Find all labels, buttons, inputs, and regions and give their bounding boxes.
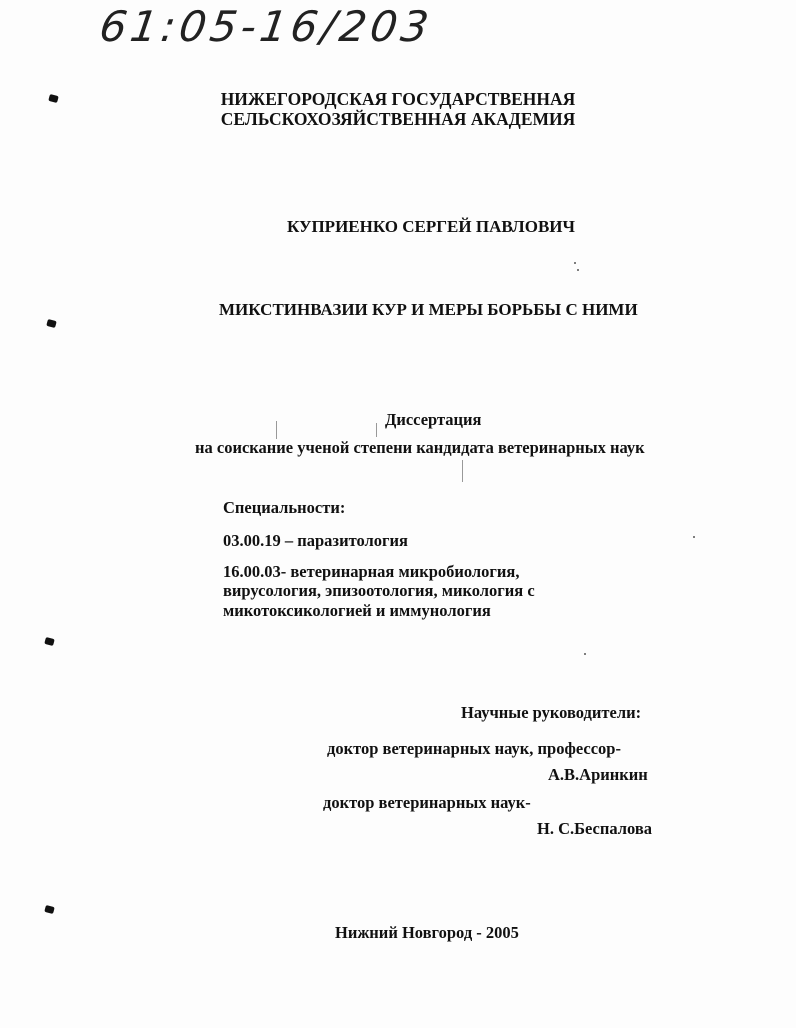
specialty-2-line-1: 16.00.03- ветеринарная микробиология, [223,562,520,581]
supervisors-heading: Научные руководители: [461,703,642,722]
scan-speck [574,262,576,264]
institution-line-1: НИЖЕГОРОДСКАЯ ГОСУДАРСТВЕННАЯ [220,89,576,109]
supervisor-1-title: доктор ветеринарных наук, профессор- [327,739,621,758]
binding-mark-icon [44,905,55,914]
dissertation-title: МИКСТИНВАЗИИ КУР И МЕРЫ БОРЬБЫ С НИМИ [219,300,638,319]
supervisor-1-name: А.В.Аринкин [548,765,648,784]
scan-speck [577,269,579,271]
scan-artifact [462,460,463,482]
degree-line: на соискание ученой степени кандидата ветеринарных наук [195,438,645,457]
scan-speck [693,536,695,538]
scan-artifact [376,423,377,437]
specialty-2-line-2: вирусология, эпизоотология, микология с [223,581,535,600]
place-and-year: Нижний Новгород - 2005 [335,923,519,942]
specialty-2-line-3: микотоксикологией и иммунология [223,601,491,620]
specialties-heading: Специальности: [223,498,346,517]
scan-speck [584,653,586,655]
supervisor-2-title: доктор ветеринарных наук- [323,793,531,812]
work-type-label: Диссертация [385,410,482,429]
scan-artifact [276,421,277,439]
binding-mark-icon [44,637,55,646]
institution-line-2: СЕЛЬСКОХОЗЯЙСТВЕННАЯ АКАДЕМИЯ [220,109,576,129]
archive-code-handwritten: 61:05-16/203 [96,2,436,51]
author-name: КУПРИЕНКО СЕРГЕЙ ПАВЛОВИЧ [287,217,575,236]
supervisor-2-name: Н. С.Беспалова [537,819,653,838]
specialty-1: 03.00.19 – паразитология [223,531,408,550]
binding-mark-icon [46,319,57,328]
